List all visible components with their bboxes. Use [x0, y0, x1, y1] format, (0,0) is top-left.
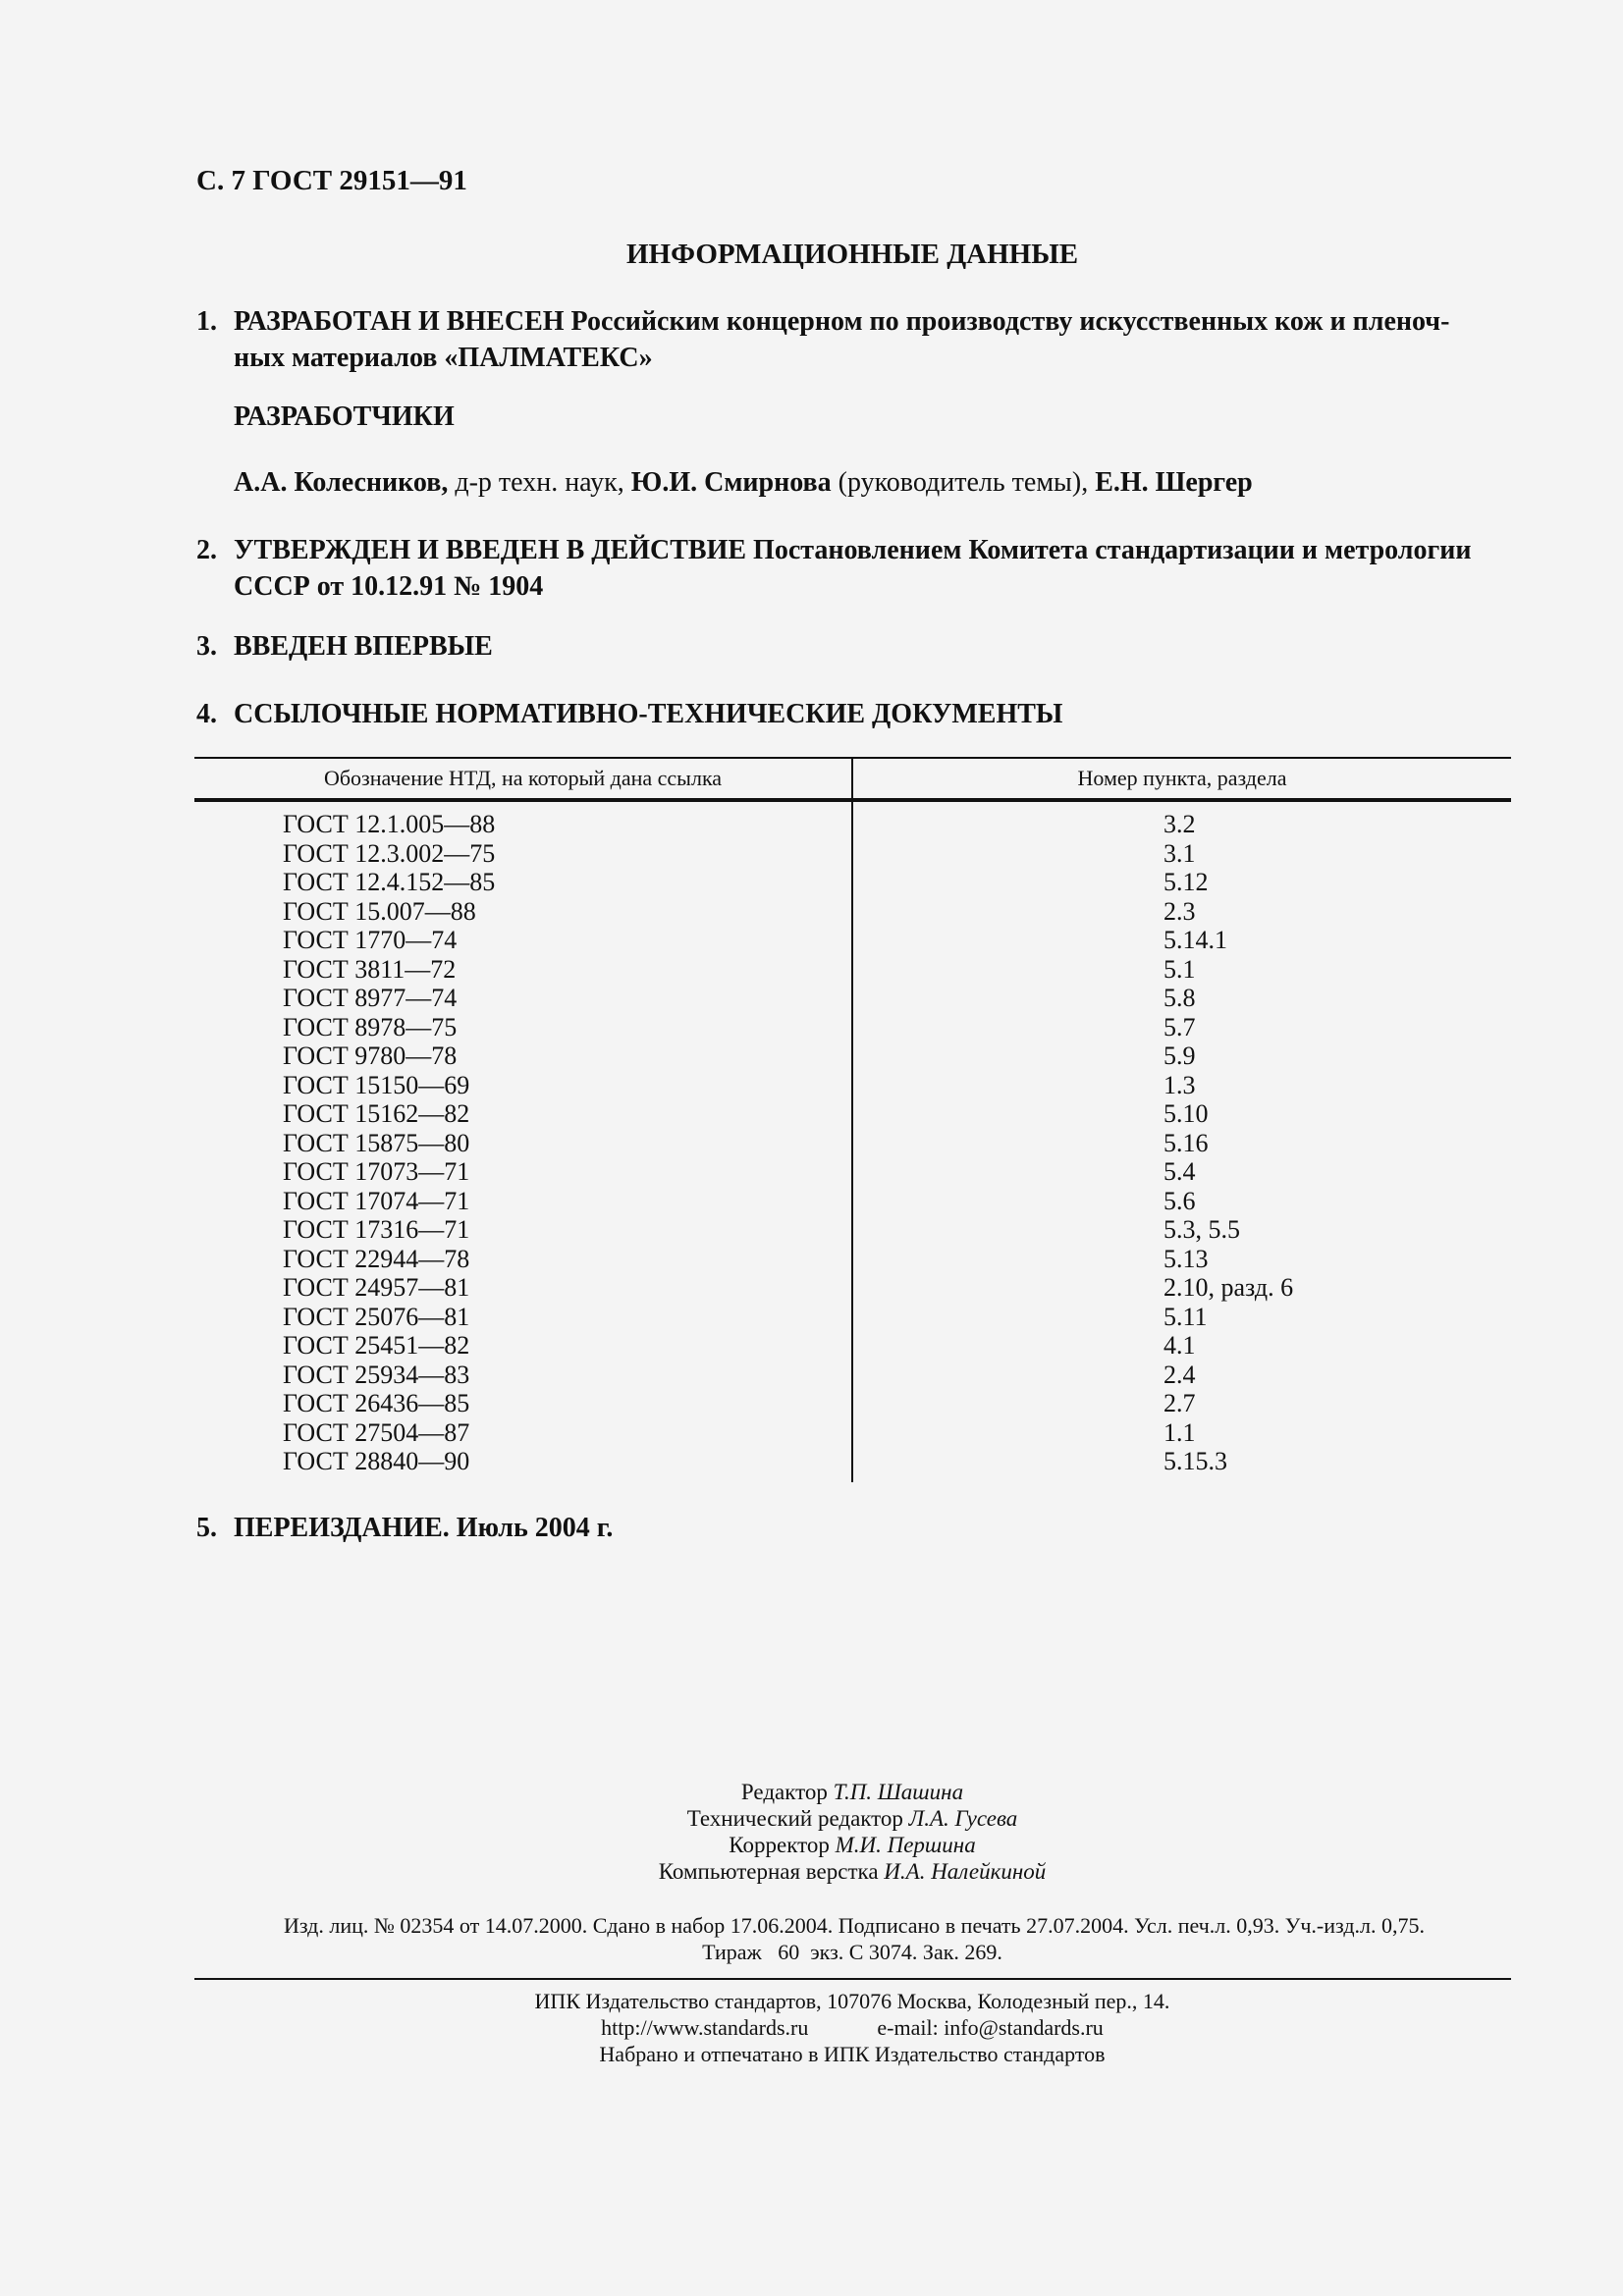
table-cell-clause: 5.14.1: [1163, 926, 1227, 954]
section-5-text: ПЕРЕИЗДАНИЕ. Июль 2004 г.: [234, 1513, 614, 1543]
credit-layout-name: И.А. Налейкиной: [884, 1859, 1047, 1884]
table-cell-designation: ГОСТ 15150—69: [283, 1070, 470, 1099]
section-4-number: 4.: [196, 699, 217, 729]
section-2-line-2: СССР от 10.12.91 № 1904: [234, 571, 544, 602]
table-cell-designation: ГОСТ 12.3.002—75: [283, 838, 496, 868]
section-4-text: ССЫЛОЧНЫЕ НОРМАТИВНО-ТЕХНИЧЕСКИЕ ДОКУМЕНТЫ: [234, 699, 1063, 729]
credit-layout: [0, 1858, 1623, 1885]
page-title: ИНФОРМАЦИОННЫЕ ДАННЫЕ: [625, 239, 1079, 270]
section-2-number: 2.: [196, 535, 217, 565]
table-cell-clause: 5.15.3: [1163, 1447, 1227, 1475]
table-cell-designation: ГОСТ 9780—78: [283, 1041, 458, 1070]
table-cell-clause: 1.1: [1163, 1417, 1196, 1447]
developers-heading: РАЗРАБОТЧИКИ: [234, 401, 455, 432]
credit-editor-label: Редактор: [740, 1780, 828, 1804]
table-cell-clause: 5.11: [1163, 1302, 1208, 1331]
publisher-address: ИПК Издательство стандартов, 107076 Москва, Колодезный пер., 14.: [534, 1989, 1170, 2013]
publisher-footer: [0, 1988, 1623, 2067]
table-cell-clause: 5.16: [1163, 1128, 1209, 1157]
credit-editor-name: Т.П. Шашина: [833, 1780, 964, 1804]
table-column-designations: [283, 810, 495, 1476]
table-cell-designation: ГОСТ 8978—75: [283, 1012, 458, 1041]
table-column-clauses: [1163, 810, 1293, 1476]
table-cell-designation: ГОСТ 25934—83: [283, 1360, 470, 1389]
table-cell-designation: ГОСТ 8977—74: [283, 984, 458, 1012]
table-cell-designation: ГОСТ 26436—85: [283, 1389, 470, 1417]
section-5: [196, 1510, 1512, 1546]
table-cell-designation: ГОСТ 1770—74: [283, 926, 458, 954]
publisher-website-link[interactable]: http://www.standards.ru: [601, 2015, 809, 2040]
credit-tech-editor-name: Л.А. Гусева: [908, 1806, 1018, 1831]
table-column-divider: [851, 757, 853, 1482]
table-header-designation: Обозначение НТД, на который дана ссылка: [323, 766, 723, 790]
table-cell-clause: 5.7: [1163, 1012, 1196, 1041]
developer-1-name: А.А. Колесников,: [234, 467, 449, 498]
table-cell-clause: 5.6: [1163, 1186, 1196, 1215]
table-cell-designation: ГОСТ 3811—72: [283, 954, 457, 984]
section-2: [196, 532, 1512, 605]
developers-list: [234, 467, 1253, 499]
table-header-clause: Номер пункта, раздела: [1077, 766, 1287, 790]
credit-corrector-name: М.И. Першина: [835, 1833, 976, 1857]
developer-3-name: Е.Н. Шергер: [1095, 467, 1253, 498]
credit-layout-label: Компьютерная верстка: [658, 1859, 879, 1884]
section-3: [196, 628, 1512, 665]
table-cell-designation: ГОСТ 25076—81: [283, 1302, 470, 1331]
developer-2-role: (руководитель темы),: [838, 467, 1089, 498]
table-cell-designation: ГОСТ 28840—90: [283, 1447, 470, 1475]
credits-block: [0, 1779, 1623, 1885]
table-cell-designation: ГОСТ 15162—82: [283, 1099, 470, 1128]
table-cell-clause: 4.1: [1163, 1331, 1196, 1360]
table-cell-clause: 1.3: [1163, 1070, 1196, 1099]
table-cell-designation: ГОСТ 12.4.152—85: [283, 868, 496, 896]
section-1: [196, 303, 1512, 376]
credit-corrector-label: Корректор: [729, 1833, 830, 1857]
table-cell-clause: 5.10: [1163, 1099, 1209, 1128]
table-cell-clause: 3.1: [1163, 838, 1196, 868]
table-cell-designation: ГОСТ 17074—71: [283, 1186, 470, 1215]
table-cell-designation: ГОСТ 15875—80: [283, 1128, 470, 1157]
credit-corrector: [0, 1832, 1623, 1858]
table-cell-clause: 5.4: [1163, 1157, 1196, 1186]
section-4: [196, 696, 1512, 732]
section-3-number: 3.: [196, 631, 217, 662]
table-cell-clause: 5.13: [1163, 1244, 1209, 1273]
developer-1-role: д-р техн. наук,: [455, 467, 624, 498]
credit-tech-editor-label: Технический редактор: [686, 1806, 903, 1831]
table-cell-designation: ГОСТ 15.007—88: [283, 896, 476, 926]
table-cell-designation: ГОСТ 17073—71: [283, 1157, 470, 1186]
printed-by: Набрано и отпечатано в ИПК Издательство стандартов: [599, 2042, 1106, 2066]
section-1-line-2: ных материалов «ПАЛМАТЕКС»: [234, 343, 653, 373]
section-1-number: 1.: [196, 306, 217, 337]
table-cell-clause: 5.8: [1163, 984, 1196, 1012]
section-1-line-1: РАЗРАБОТАН И ВНЕСЕН Российским концерном по производству искусственных кож и пленоч-: [234, 306, 1450, 337]
table-cell-clause: 5.1: [1163, 954, 1196, 984]
table-cell-designation: ГОСТ 12.1.005—88: [283, 810, 496, 838]
page-header: С. 7 ГОСТ 29151—91: [196, 165, 467, 196]
section-5-number: 5.: [196, 1513, 217, 1543]
table-cell-clause: 2.7: [1163, 1389, 1196, 1417]
table-cell-designation: ГОСТ 17316—71: [283, 1215, 470, 1244]
publisher-email-link[interactable]: e-mail: info@standards.ru: [877, 2015, 1104, 2040]
table-cell-clause: 2.4: [1163, 1360, 1196, 1389]
credit-editor: [0, 1779, 1623, 1805]
table-cell-clause: 5.9: [1163, 1041, 1196, 1070]
table-cell-clause: 3.2: [1163, 810, 1196, 838]
table-cell-designation: ГОСТ 25451—82: [283, 1331, 470, 1360]
footer-rule: [194, 1978, 1511, 1980]
developer-2-name: Ю.И. Смирнова: [630, 467, 832, 498]
table-cell-clause: 2.10, разд. 6: [1163, 1273, 1294, 1302]
credit-tech-editor: [0, 1805, 1623, 1832]
imprint-line-1: Изд. лиц. № 02354 от 14.07.2000. Сдано в набор 17.06.2004. Подписано в печать 27.07.2004. Усл. печ.л. 0,93. Уч.-изд.л. 0,75.: [283, 1913, 1425, 1938]
table-cell-designation: ГОСТ 24957—81: [283, 1273, 470, 1302]
imprint-line-2: Тираж 60 экз. С 3074. Зак. 269.: [702, 1940, 1002, 1964]
table-cell-clause: 2.3: [1163, 896, 1196, 926]
table-cell-designation: ГОСТ 27504—87: [283, 1417, 470, 1447]
table-cell-designation: ГОСТ 22944—78: [283, 1244, 470, 1273]
table-cell-clause: 5.12: [1163, 868, 1209, 896]
section-3-text: ВВЕДЕН ВПЕРВЫЕ: [234, 631, 493, 662]
section-2-line-1: УТВЕРЖДЕН И ВВЕДЕН В ДЕЙСТВИЕ Постановлением Комитета стандартизации и метрологии: [234, 535, 1472, 565]
table-cell-clause: 5.3, 5.5: [1163, 1215, 1240, 1244]
